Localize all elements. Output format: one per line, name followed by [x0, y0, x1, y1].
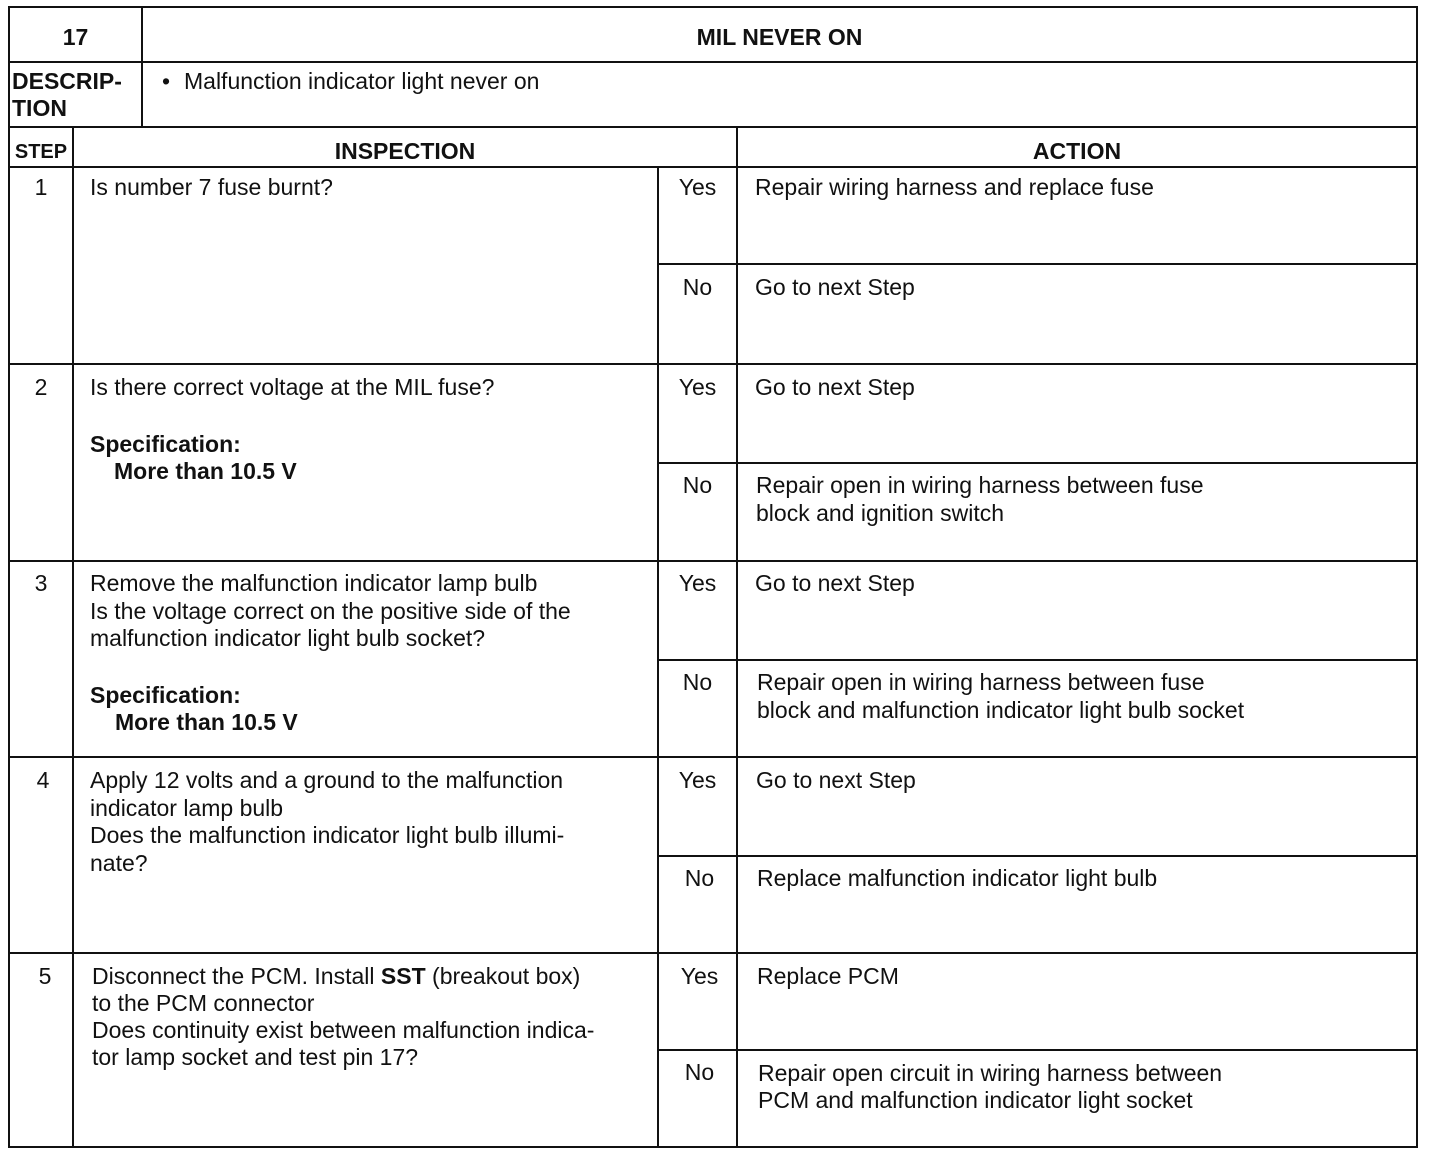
yes-action: Go to next Step [755, 570, 915, 596]
specification-label: Specification: [90, 682, 241, 708]
step-number: 1 [34, 174, 48, 200]
inspection-text: nate? [90, 850, 148, 876]
no-label: No [684, 865, 715, 891]
inspection-text: Does the malfunction indicator light bulb illumi- [90, 822, 565, 848]
no-action: block and ignition switch [756, 500, 1005, 526]
no-action: Repair open in wiring harness between fuse [756, 472, 1204, 498]
column-header-action: ACTION [1032, 138, 1122, 164]
yes-label: Yes [678, 174, 717, 200]
inspection-text: Remove the malfunction indicator lamp bulb [90, 570, 538, 596]
yes-action: Replace PCM [757, 963, 899, 989]
bullet: • [162, 68, 171, 94]
divider [657, 166, 659, 1148]
divider [8, 756, 1418, 758]
description-label: DESCRIP- [12, 68, 122, 94]
divider [8, 952, 1418, 954]
no-label: No [684, 1059, 715, 1085]
code-number: 17 [62, 24, 89, 50]
step-number: 2 [34, 374, 48, 400]
no-action: Repair open in wiring harness between fuse [757, 669, 1205, 695]
no-action: Repair open circuit in wiring harness between [758, 1060, 1223, 1086]
description-label: TION [12, 95, 67, 121]
no-action: Replace malfunction indicator light bulb [757, 865, 1158, 891]
specification-value: More than 10.5 V [114, 458, 297, 484]
inspection-text: Is the voltage correct on the positive side of the [90, 598, 571, 624]
yes-label: Yes [678, 570, 717, 596]
yes-action: Go to next Step [755, 374, 915, 400]
divider [8, 61, 1418, 63]
inspection-text: Is there correct voltage at the MIL fuse? [90, 374, 495, 400]
no-label: No [682, 669, 713, 695]
divider [657, 263, 1418, 265]
yes-action: Go to next Step [756, 767, 916, 793]
yes-label: Yes [680, 963, 719, 989]
divider [657, 1049, 1418, 1051]
inspection-text-part: (breakout box) [425, 963, 581, 989]
yes-label: Yes [678, 767, 717, 793]
no-action: block and malfunction indicator light bulb socket [757, 697, 1245, 723]
column-header-inspection: INSPECTION [334, 138, 476, 164]
no-action: Go to next Step [755, 274, 915, 300]
divider [8, 126, 1418, 128]
inspection-text: indicator lamp bulb [90, 795, 284, 821]
divider [657, 462, 1418, 464]
divider [8, 166, 1418, 168]
specification-value: More than 10.5 V [115, 709, 298, 735]
step-number: 4 [36, 767, 50, 793]
divider [72, 126, 74, 1148]
step-number: 5 [38, 963, 52, 989]
step-number: 3 [34, 570, 48, 596]
page-title: MIL NEVER ON [696, 24, 863, 50]
sst-tool-name: SST [380, 963, 426, 989]
inspection-text: Is number 7 fuse burnt? [90, 174, 333, 200]
specification-label: Specification: [90, 431, 241, 457]
column-header-step: STEP [14, 141, 68, 163]
no-action: PCM and malfunction indicator light socket [758, 1087, 1193, 1113]
description-text: Malfunction indicator light never on [184, 68, 540, 94]
inspection-text: to the PCM connector [92, 990, 315, 1016]
divider [657, 855, 1418, 857]
inspection-text-part: Disconnect the PCM. Install [92, 963, 381, 989]
divider [8, 363, 1418, 365]
yes-action: Repair wiring harness and replace fuse [755, 174, 1154, 200]
inspection-text: malfunction indicator light bulb socket? [90, 625, 486, 651]
no-label: No [682, 274, 713, 300]
divider [657, 659, 1418, 661]
inspection-text: tor lamp socket and test pin 17? [92, 1044, 419, 1070]
yes-label: Yes [678, 374, 717, 400]
inspection-text [92, 963, 580, 990]
no-label: No [682, 472, 713, 498]
divider [736, 126, 738, 1148]
divider [8, 560, 1418, 562]
inspection-text: Does continuity exist between malfunction indica- [92, 1017, 595, 1043]
inspection-text: Apply 12 volts and a ground to the malfunction [90, 767, 564, 793]
